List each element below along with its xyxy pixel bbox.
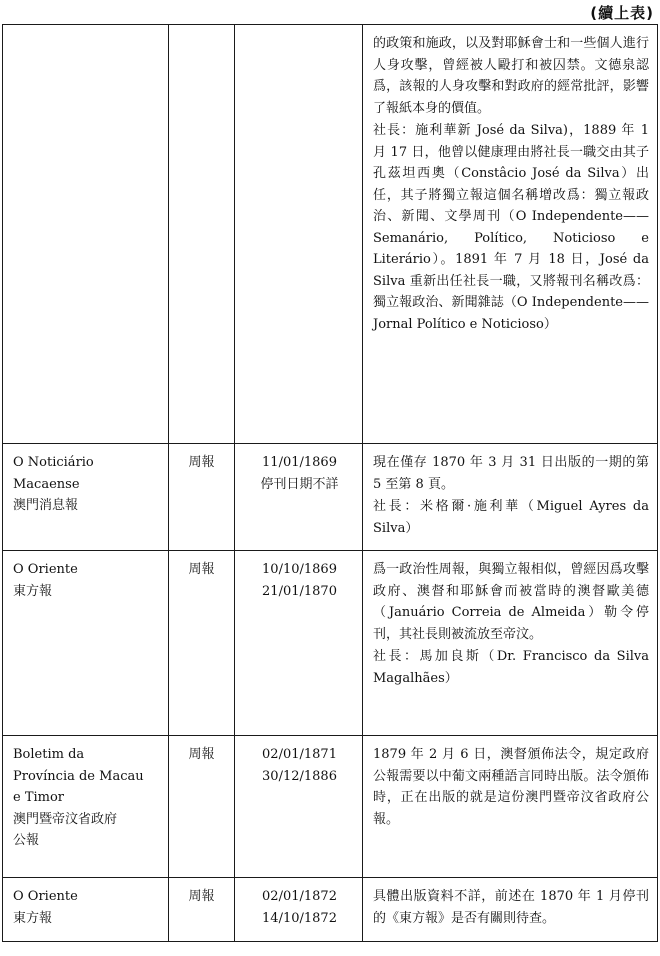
name-line: 澳門消息報 <box>13 498 79 513</box>
name-cell <box>3 878 169 942</box>
date-cell <box>235 736 363 878</box>
name-line: Boletim da <box>13 747 85 762</box>
type-cell: 周報 <box>169 551 235 736</box>
name-cell <box>3 25 169 444</box>
name-line: Macaense <box>13 476 80 492</box>
start-date: 11/01/1869 <box>262 455 337 470</box>
notes-cell <box>363 551 658 736</box>
table-row <box>3 736 658 878</box>
table-row <box>3 25 658 444</box>
name-line: e Timor <box>13 790 65 805</box>
note-paragraph: 現在僅存 1870 年 3 月 31 日出版的一期的第 5 至第 8 頁。 <box>373 455 649 492</box>
name-cell <box>3 551 169 736</box>
table-row <box>3 878 658 942</box>
name-line: 公報 <box>13 833 40 848</box>
notes-cell <box>363 444 658 551</box>
date-cell <box>235 878 363 942</box>
notes-cell <box>363 736 658 878</box>
note-paragraph: 社長：馬加良斯（Dr. Francisco da Silva Magalhães） <box>373 649 649 686</box>
type-cell <box>169 25 235 444</box>
date-cell <box>235 551 363 736</box>
name-line: 澳門暨帝汶省政府 <box>13 811 118 827</box>
start-date: 02/01/1871 <box>262 747 337 762</box>
name-cell <box>3 444 169 551</box>
date-cell <box>235 444 363 551</box>
date-cell <box>235 25 363 444</box>
name-cell <box>3 736 169 878</box>
note-paragraph: 具體出版資料不詳，前述在 1870 年 1 月停刊的《東方報》是否有關則待查。 <box>373 889 649 926</box>
table-row <box>3 551 658 736</box>
table-row <box>3 444 658 551</box>
name-line: Província de Macau <box>13 768 144 784</box>
table-caption: (續上表) <box>590 4 654 22</box>
type-cell: 周報 <box>169 736 235 878</box>
note-paragraph: 的政策和施政，以及對耶穌會士和一些個人進行人身攻擊，曾經被人毆打和被囚禁。文德泉認爲，該報的人身攻擊和對政府的經常批評，影響了報紙本身的價值。 <box>373 36 649 116</box>
note-paragraph: 爲一政治性周報，與獨立報相似，曾經因爲攻擊政府、澳督和耶穌會而被當時的澳督歐美德（Januário Correia de Almeida）勒令停刊，其社長則被流放至帝汶。 <box>373 562 649 642</box>
notes-cell <box>363 25 658 444</box>
notes-cell <box>363 878 658 942</box>
type-cell: 周報 <box>169 444 235 551</box>
name-line: O Noticiário <box>13 455 94 470</box>
end-date: 30/12/1886 <box>262 768 337 784</box>
note-paragraph: 社長：施利華新 José da Silva)，1889 年 1 月 17 日，他曾以健康理由將社長一職交由其子孔茲坦西奧（Constâcio José da Silva）出任，其子將獨立報這個名稱增改爲：獨立報政治、新聞、文學周刊（O Independente——Semanário, Político, Noticioso e Literário）。1891 年 7 月 18 日，José da Silva 重新出任社長一職，又將報刊名稱改爲：獨立報政治、新聞雜誌（O Independente——Jornal Político e Noticioso） <box>373 123 649 332</box>
end-date: 14/10/1872 <box>262 910 337 926</box>
name-line: O Oriente <box>13 562 78 577</box>
name-line: O Oriente <box>13 889 78 904</box>
name-line: 東方報 <box>13 910 53 926</box>
name-line: 東方報 <box>13 583 53 599</box>
start-date: 02/01/1872 <box>262 889 337 904</box>
start-date: 10/10/1869 <box>262 562 337 577</box>
note-paragraph: 1879 年 2 月 6 日，澳督頒佈法令，規定政府公報需要以中葡文兩種語言同時出版。法令頒佈時，正在出版的就是這份澳門暨帝汶省政府公報。 <box>373 747 649 827</box>
note-paragraph: 社長：米格爾·施利華（Miguel Ayres da Silva） <box>373 499 649 536</box>
newspaper-table <box>2 24 658 942</box>
end-date: 停刊日期不詳 <box>260 476 339 492</box>
type-cell: 周報 <box>169 878 235 942</box>
end-date: 21/01/1870 <box>262 583 337 599</box>
